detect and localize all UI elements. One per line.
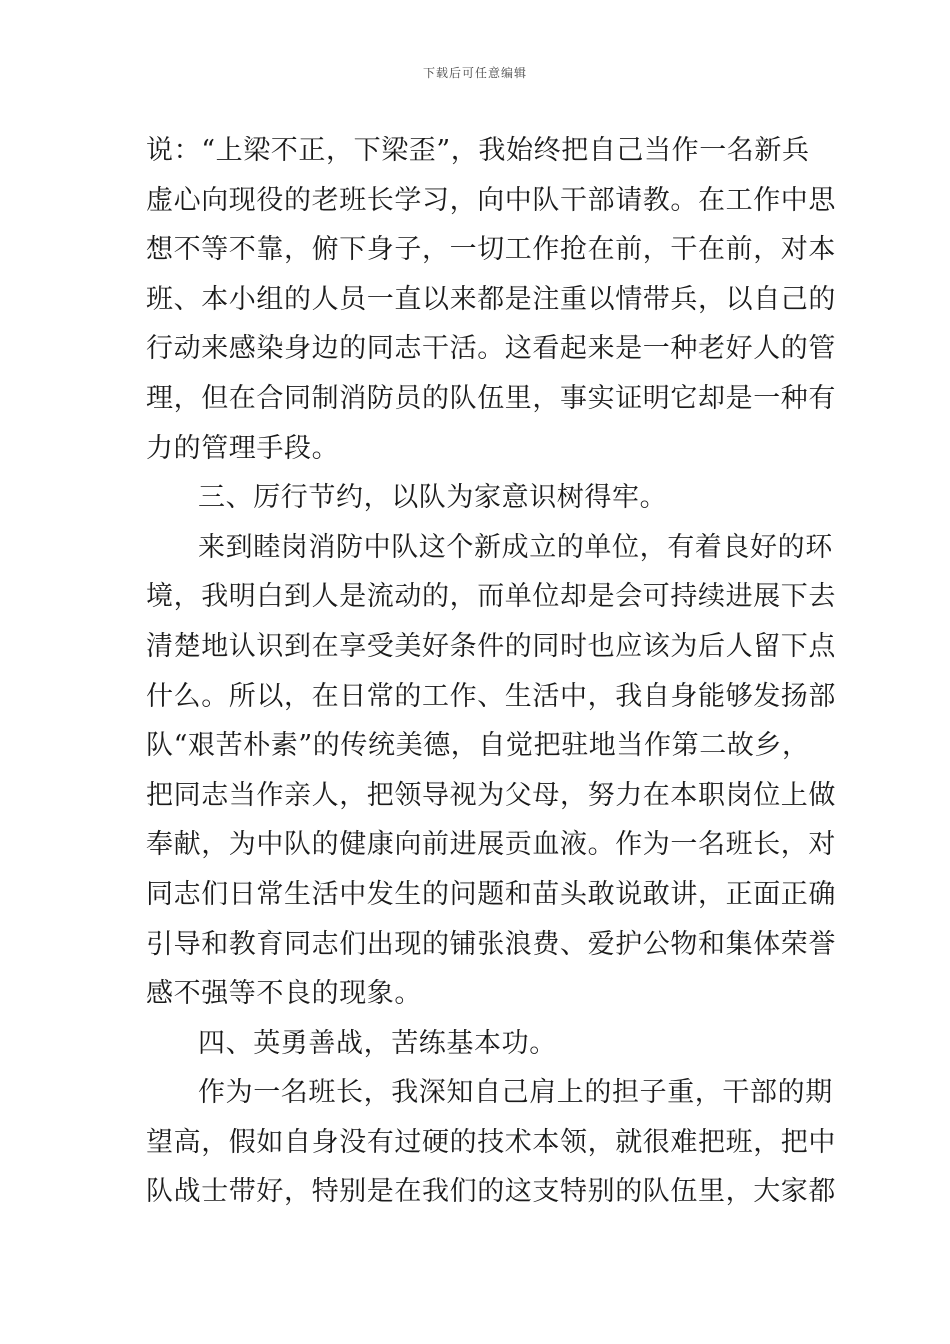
text-line: 同志们日常生活中发生的问题和苗头敢说敢讲，正面正确 — [146, 878, 836, 910]
text-line: 作为一名班长，我深知自己肩上的担子重，干部的期 — [198, 1077, 833, 1109]
text-line: 虚心向现役的老班长学习，向中队干部请教。在工作中思 — [146, 184, 836, 216]
text-line: 说：“上梁不正，下梁歪”，我始终把自己当作一名新兵 — [146, 135, 810, 166]
text-line: 清楚地认识到在享受美好条件的同时也应该为后人留下点 — [146, 630, 836, 662]
text-line: 把同志当作亲人，把领导视为父母，努力在本职岗位上做 — [146, 779, 836, 811]
section-heading: 三、厉行节约，以队为家意识树得牢。 — [198, 482, 668, 514]
text-line: 望高，假如自身没有过硬的技术本领，就很难把班，把中 — [146, 1126, 836, 1158]
text-line: 想不等不靠，俯下身子，一切工作抢在前，干在前，对本 — [146, 234, 836, 266]
text-line: 理，但在合同制消防员的队伍里，事实证明它却是一种有 — [146, 382, 836, 414]
body-text — [146, 126, 836, 1217]
text-line: 来到睦岗消防中队这个新成立的单位，有着良好的环 — [198, 531, 833, 563]
section-heading: 四、英勇善战，苦练基本功。 — [198, 1027, 557, 1059]
text-line: 队战士带好，特别是在我们的这支特别的队伍里，大家都 — [146, 1176, 836, 1208]
text-line: 班、本小组的人员一直以来都是注重以情带兵，以自己的 — [146, 283, 836, 315]
text-line: 什么。所以，在日常的工作、生活中，我自身能够发扬部 — [146, 680, 836, 712]
text-line: 境，我明白到人是流动的，而单位却是会可持续进展下去 — [146, 581, 836, 613]
text-line: 力的管理手段。 — [146, 432, 340, 464]
page-header: 下载后可任意编辑 — [422, 66, 527, 80]
text-line: 队“艰苦朴素”的传统美德，自觉把驻地当作第二故乡， — [146, 730, 810, 762]
text-line: 奉献，为中队的健康向前进展贡血液。作为一名班长，对 — [146, 829, 836, 861]
text-line: 引导和教育同志们出现的铺张浪费、爱护公物和集体荣誉 — [146, 928, 836, 960]
text-line: 行动来感染身边的同志干活。这看起来是一种老好人的管 — [146, 333, 836, 365]
text-line: 感不强等不良的现象。 — [146, 978, 422, 1010]
